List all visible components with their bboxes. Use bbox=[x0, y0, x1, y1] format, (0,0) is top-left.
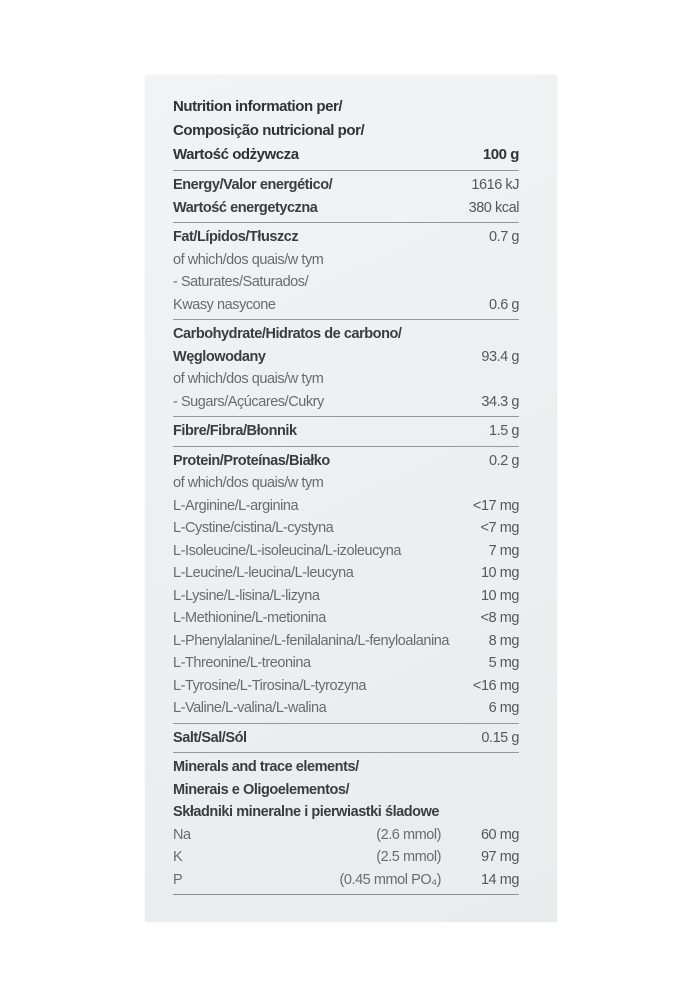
divider bbox=[173, 222, 519, 223]
amino-acid-label: L-Isoleucine/L-isoleucina/L-izoleucyna bbox=[173, 542, 401, 559]
energy-label-1: Energy/Valor energético/ bbox=[173, 177, 333, 193]
amino-acid-value: 10 mg bbox=[480, 587, 519, 604]
amino-acid-row bbox=[173, 652, 519, 675]
amino-acid-row bbox=[173, 630, 519, 653]
energy-label-2: Wartość energetyczna bbox=[173, 199, 318, 216]
protein-value: 0.2 g bbox=[489, 452, 519, 469]
amino-acid-value: 10 mg bbox=[480, 565, 519, 581]
divider bbox=[173, 723, 519, 724]
amino-acid-value: <7 mg bbox=[480, 520, 519, 536]
mineral-value: 97 mg bbox=[480, 849, 519, 865]
mineral-value: 14 mg bbox=[480, 871, 519, 888]
saturates-label-2: Kwasy nasycone bbox=[173, 296, 276, 313]
energy-row-2 bbox=[173, 197, 519, 220]
fat-label: Fat/Lípidos/Tłuszcz bbox=[173, 229, 299, 245]
mineral-row-p bbox=[173, 869, 519, 892]
header-amount: 100 g bbox=[482, 146, 519, 163]
mineral-row-k bbox=[173, 846, 519, 869]
amino-acid-label: L-Arginine/L-arginina bbox=[173, 497, 299, 514]
divider bbox=[173, 752, 519, 753]
carbohydrate-label-1: Carbohydrate/Hidratos de carbono/ bbox=[173, 326, 402, 342]
fat-row bbox=[173, 226, 519, 249]
amino-acid-label: L-Leucine/L-leucina/L-leucyna bbox=[173, 565, 354, 581]
sugars-value: 34.3 g bbox=[481, 393, 519, 410]
mineral-row-na bbox=[173, 824, 519, 847]
minerals-heading-1: Minerals and trace elements/ bbox=[173, 759, 359, 775]
mineral-symbol: Na bbox=[173, 826, 191, 843]
amino-acid-row bbox=[173, 585, 519, 608]
salt-row bbox=[173, 727, 519, 750]
fat-value: 0.7 g bbox=[489, 229, 519, 245]
minerals-section bbox=[173, 756, 519, 891]
header-line-3-row bbox=[173, 143, 519, 167]
amino-acid-label: L-Methionine/L-metionina bbox=[173, 610, 326, 626]
divider bbox=[173, 416, 519, 417]
energy-row-1 bbox=[173, 174, 519, 197]
sugars-label: - Sugars/Açúcares/Cukry bbox=[173, 393, 324, 410]
mineral-mmol: (0.45 mmol PO₄) bbox=[339, 871, 441, 888]
amino-acid-label: L-Lysine/L-lisina/L-lizyna bbox=[173, 587, 320, 604]
header-line-3: Wartość odżywcza bbox=[173, 146, 299, 163]
mineral-symbol: P bbox=[173, 871, 183, 888]
header-block bbox=[173, 95, 519, 167]
protein-label: Protein/Proteínas/Białko bbox=[173, 452, 330, 469]
nutrition-label bbox=[145, 75, 557, 922]
divider bbox=[173, 319, 519, 320]
saturates-value: 0.6 g bbox=[489, 296, 519, 313]
carbohydrate-of-which: of which/dos quais/w tym bbox=[173, 371, 324, 387]
amino-acid-value: <16 mg bbox=[472, 677, 519, 694]
amino-acid-label: L-Phenylalanine/L-fenilalanina/L-fenyloalanina bbox=[173, 632, 449, 649]
amino-acid-value: 5 mg bbox=[488, 655, 519, 671]
amino-acid-value: 8 mg bbox=[488, 632, 519, 649]
energy-value-kcal: 380 kcal bbox=[468, 199, 519, 216]
amino-acid-label: L-Cystine/cistina/L-cystyna bbox=[173, 520, 334, 536]
minerals-heading-3: Składniki mineralne i pierwiastki śladowe bbox=[173, 804, 440, 820]
protein-row bbox=[173, 450, 519, 473]
amino-acid-row bbox=[173, 540, 519, 563]
carbohydrate-row bbox=[173, 346, 519, 369]
carbohydrate-value: 93.4 g bbox=[481, 348, 519, 365]
saturates-label-1: - Saturates/Saturados/ bbox=[173, 274, 309, 290]
mineral-value: 60 mg bbox=[480, 826, 519, 843]
amino-acid-value: <8 mg bbox=[480, 610, 519, 626]
salt-label: Salt/Sal/Sól bbox=[173, 729, 247, 746]
minerals-heading-2: Minerais e Oligoelementos/ bbox=[173, 781, 350, 798]
carbohydrate-section bbox=[173, 323, 519, 413]
divider bbox=[173, 170, 519, 171]
amino-acid-value: <17 mg bbox=[472, 497, 519, 514]
amino-acid-row bbox=[173, 675, 519, 698]
amino-acid-row bbox=[173, 697, 519, 720]
header-line-1: Nutrition information per/ bbox=[173, 98, 343, 115]
fibre-value: 1.5 g bbox=[489, 423, 519, 439]
protein-of-which: of which/dos quais/w tym bbox=[173, 475, 324, 491]
header-line-2: Composição nutricional por/ bbox=[173, 122, 365, 139]
energy-section bbox=[173, 174, 519, 219]
divider bbox=[173, 446, 519, 447]
amino-acid-row bbox=[173, 495, 519, 518]
divider-bottom bbox=[173, 894, 519, 895]
energy-value-kj: 1616 kJ bbox=[471, 177, 519, 193]
carbohydrate-label-2: Węglowodany bbox=[173, 348, 266, 365]
amino-acid-label: L-Valine/L-valina/L-walina bbox=[173, 700, 327, 716]
salt-value: 0.15 g bbox=[481, 729, 519, 746]
sugars-row bbox=[173, 391, 519, 414]
amino-acid-label: L-Threonine/L-treonina bbox=[173, 655, 311, 671]
mineral-mmol: (2.5 mmol) bbox=[376, 849, 441, 865]
saturates-row bbox=[173, 294, 519, 317]
mineral-symbol: K bbox=[173, 849, 183, 865]
fat-of-which: of which/dos quais/w tym bbox=[173, 251, 324, 268]
amino-acid-row bbox=[173, 562, 519, 585]
fat-section bbox=[173, 226, 519, 316]
mineral-mmol: (2.6 mmol) bbox=[376, 826, 441, 843]
protein-section bbox=[173, 450, 519, 720]
amino-acid-row bbox=[173, 607, 519, 630]
fibre-row bbox=[173, 420, 519, 443]
amino-acid-value: 6 mg bbox=[488, 700, 519, 716]
amino-acid-label: L-Tyrosine/L-Tirosina/L-tyrozyna bbox=[173, 677, 366, 694]
fibre-label: Fibre/Fibra/Błonnik bbox=[173, 423, 297, 439]
amino-acid-row bbox=[173, 517, 519, 540]
amino-acid-value: 7 mg bbox=[488, 542, 519, 559]
